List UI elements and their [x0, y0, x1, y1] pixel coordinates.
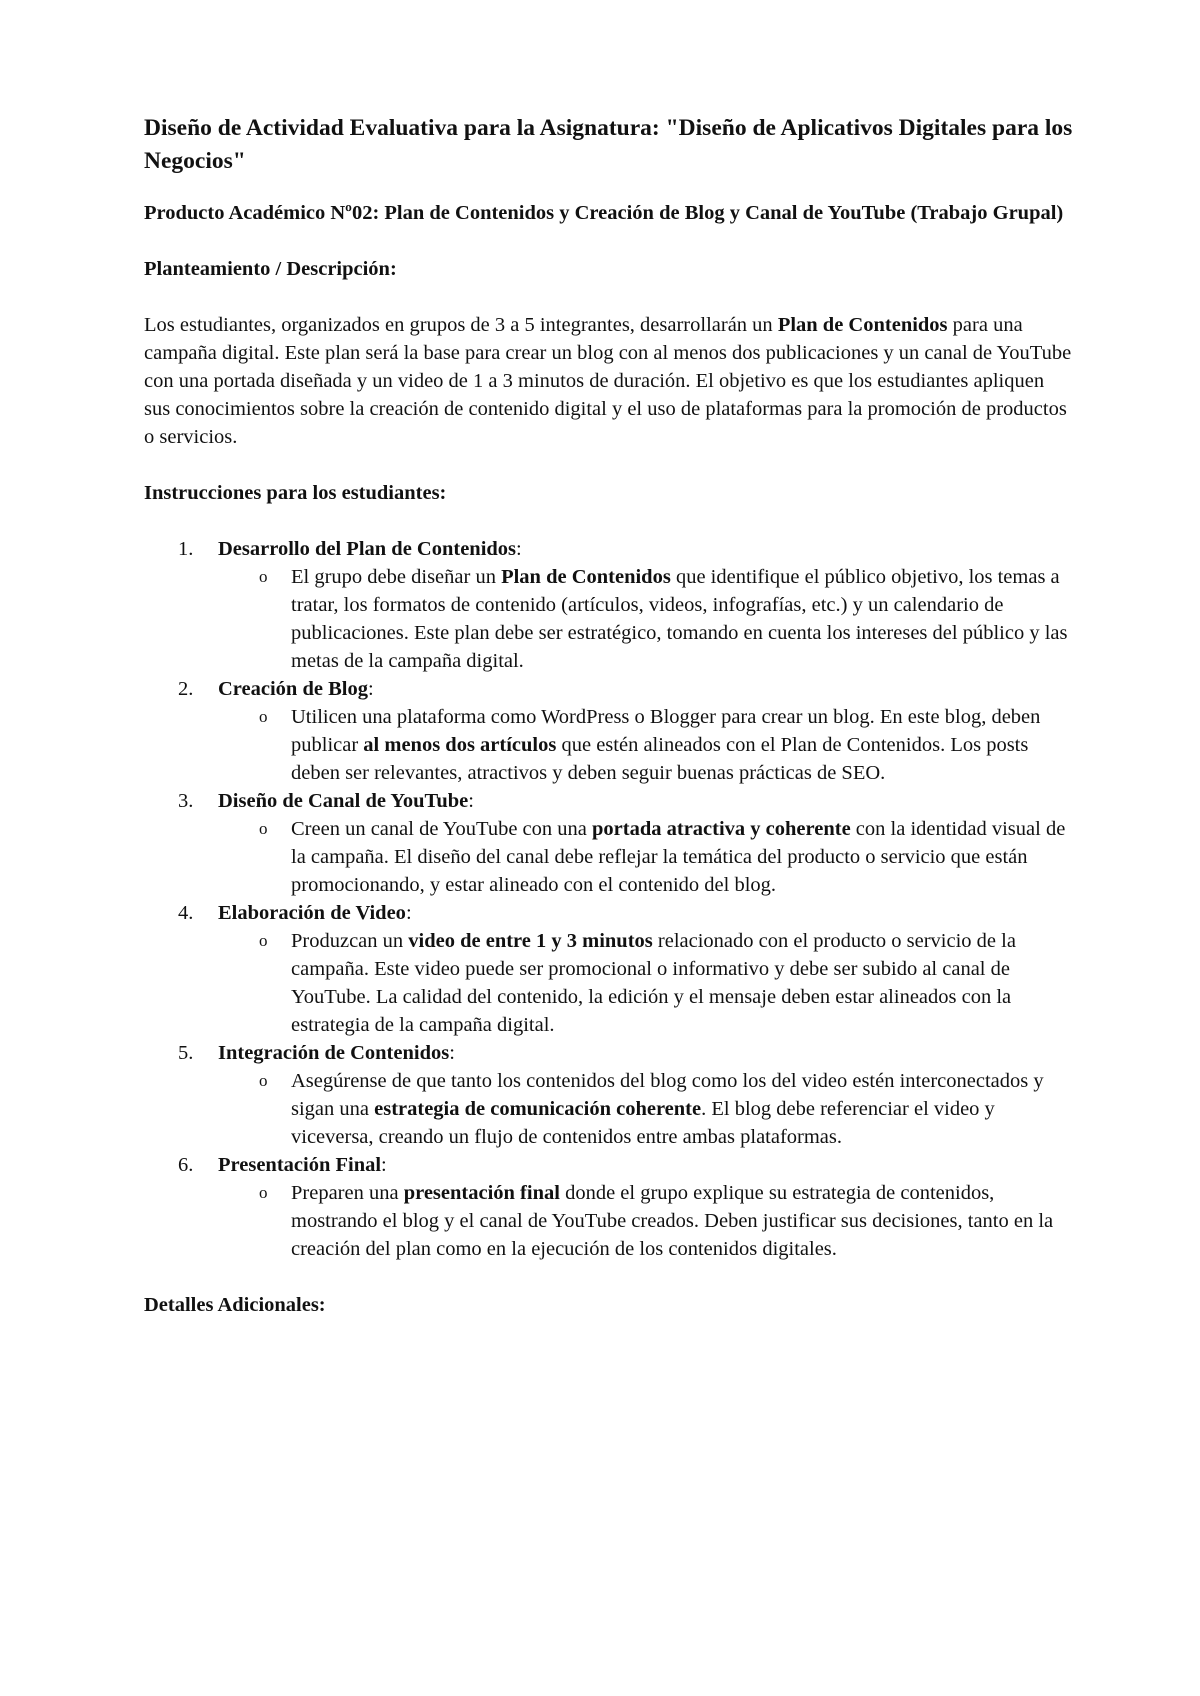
- list-item: [218, 927, 1074, 1039]
- bullet-icon: o: [259, 567, 268, 586]
- step-number: 3.: [178, 790, 194, 812]
- bullet-icon: o: [259, 819, 268, 838]
- step-bullets: [218, 563, 1074, 675]
- list-item: [218, 1179, 1074, 1263]
- bullet-bold: al menos dos artículos: [363, 734, 557, 756]
- step-number: 2.: [178, 678, 194, 700]
- list-item: [218, 703, 1074, 787]
- bullet-bold: video de entre 1 y 3 minutos: [408, 930, 653, 952]
- bullet-text-2: donde el grupo explique su estrategia de contenidos, mostrando el blog y el canal de YouTube creados. Deben justificar sus decisiones, tanto en la creación del plan como en la ejecución de los contenidos digitales.: [291, 1182, 1054, 1260]
- bullet-text-1: Asegúrense de que tanto los contenidos del blog como los del video estén interconectados y sigan una: [291, 1070, 1044, 1120]
- document-subtitle: Producto Académico Nº02: Plan de Contenidos y Creación de Blog y Canal de YouTube (Trabajo Grupal): [144, 202, 1064, 224]
- step-colon: :: [516, 538, 522, 560]
- step-5: [144, 1039, 1074, 1151]
- step-bullets: [218, 1179, 1074, 1263]
- step-title: Creación de Blog: [218, 678, 368, 700]
- bullet-text-2: . El blog debe referenciar el video y viceversa, creando un flujo de contenidos entre ambas plataformas.: [291, 1098, 995, 1148]
- step-bullets: [218, 1067, 1074, 1151]
- bullet-bold: Plan de Contenidos: [501, 566, 671, 588]
- bullet-text-1: El grupo debe diseñar un: [291, 566, 502, 588]
- step-4: [144, 899, 1074, 1039]
- step-title: Presentación Final: [218, 1154, 382, 1176]
- step-colon: :: [468, 790, 474, 812]
- bullet-text-1: Utilicen una plataforma como WordPress o Blogger para crear un blog. En este blog, deben publicar: [291, 706, 1041, 756]
- step-colon: :: [367, 678, 374, 700]
- step-number: 4.: [178, 902, 194, 924]
- step-3: [144, 787, 1074, 899]
- step-bullets: [218, 927, 1074, 1039]
- description-paragraph: [144, 311, 1074, 451]
- step-1: [144, 535, 1074, 675]
- bullet-text-2: que identifique el público objetivo, los temas a tratar, los formatos de contenido (artículos, videos, infografías, etc.) y un calendario de publicaciones. Este plan debe ser estratégico, tomando en cuenta los intereses del público y las metas de la campaña digital.: [291, 566, 1068, 672]
- list-item: [218, 563, 1074, 675]
- bullet-text-2: con la identidad visual de la campaña. El diseño del canal debe reflejar la temática del producto o servicio que están promocionando, y estar alineado con el contenido del blog.: [291, 818, 1066, 896]
- document-page: [144, 112, 1074, 1347]
- step-bullets: [218, 703, 1074, 787]
- details-heading: Detalles Adicionales:: [144, 1294, 326, 1316]
- description-bold-1: Plan de Contenidos: [777, 314, 948, 336]
- bullet-text-1: Preparen una: [291, 1182, 404, 1204]
- step-colon: :: [405, 902, 412, 924]
- bullet-text-2: que estén alineados con el Plan de Contenidos. Los posts deben ser relevantes, atractivos y deben seguir buenas prácticas de SEO.: [291, 734, 1029, 784]
- step-number: 1.: [178, 538, 194, 560]
- bullet-bold: portada atractiva y coherente: [592, 818, 851, 840]
- step-number: 5.: [178, 1042, 194, 1064]
- bullet-bold: estrategia de comunicación coherente: [374, 1098, 702, 1120]
- bullet-icon: o: [259, 931, 268, 950]
- description-text-1: Los estudiantes, organizados en grupos de 3 a 5 integrantes, desarrollarán un: [144, 314, 778, 336]
- instructions-list: [144, 535, 1074, 1263]
- step-title: Elaboración de Video: [218, 902, 406, 924]
- list-item: [218, 1067, 1074, 1151]
- step-title: Integración de Contenidos: [218, 1042, 450, 1064]
- step-bullets: [218, 815, 1074, 899]
- bullet-icon: o: [259, 1183, 268, 1202]
- step-number: 6.: [178, 1154, 194, 1176]
- step-title: Diseño de Canal de YouTube: [218, 790, 469, 812]
- bullet-bold: presentación final: [403, 1182, 560, 1204]
- description-text-2: para una campaña digital. Este plan será la base para crear un blog con al menos dos publicaciones y un canal de YouTube con una portada diseñada y un video de 1 a 3 minutos de duración. El objetivo es que los estudiantes apliquen sus conocimientos sobre la creación de contenido digital y el uso de plataformas para la promoción de productos o servicios.: [144, 314, 1072, 448]
- document-title: Diseño de Actividad Evaluativa para la Asignatura: "Diseño de Aplicativos Digitales para los Negocios": [144, 115, 1073, 174]
- list-item: [218, 815, 1074, 899]
- bullet-icon: o: [259, 1071, 268, 1090]
- step-title: Desarrollo del Plan de Contenidos: [218, 538, 517, 560]
- step-2: [144, 675, 1074, 787]
- step-6: [144, 1151, 1074, 1263]
- description-heading: Planteamiento / Descripción:: [144, 258, 397, 280]
- instructions-heading: Instrucciones para los estudiantes:: [144, 482, 447, 504]
- bullet-text-1: Produzcan un: [291, 930, 409, 952]
- step-colon: :: [381, 1154, 387, 1176]
- bullet-text-2: relacionado con el producto o servicio de la campaña. Este video puede ser promocional o informativo y debe ser subido al canal de YouTube. La calidad del contenido, la edición y el mensaje deben estar alineados con la estrategia de la campaña digital.: [291, 930, 1016, 1036]
- bullet-text-1: Creen un canal de YouTube con una: [291, 818, 593, 840]
- step-colon: :: [449, 1042, 455, 1064]
- bullet-icon: o: [259, 707, 268, 726]
